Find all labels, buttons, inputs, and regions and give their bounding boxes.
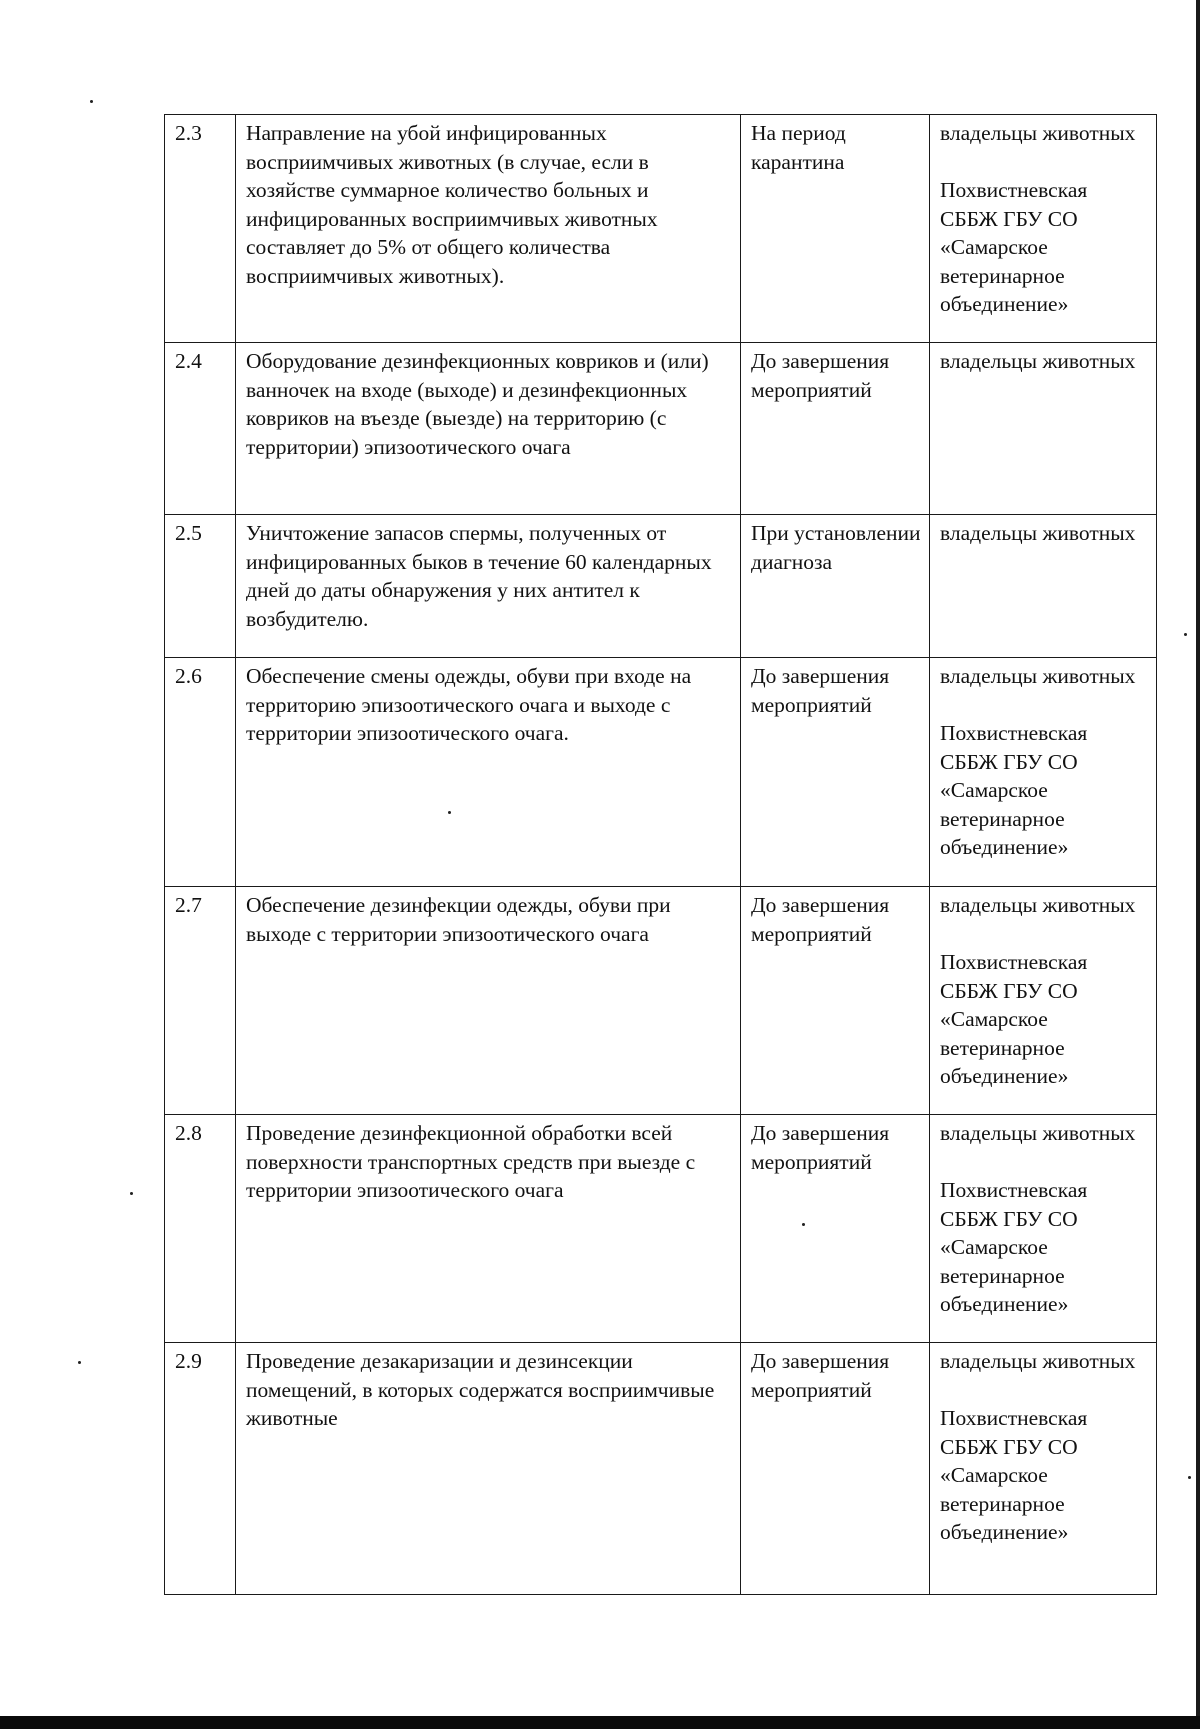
- deadline-text: До завершения мероприятий: [741, 343, 930, 515]
- deadline-text: При установлении диагноза: [741, 515, 930, 658]
- scan-speck: [1184, 633, 1187, 636]
- table-row: [165, 115, 1157, 343]
- item-number: 2.5: [165, 515, 236, 658]
- responsible-owner: владельцы животных: [940, 1349, 1136, 1373]
- responsible-owner: владельцы животных: [940, 1121, 1136, 1145]
- table-row: [165, 515, 1157, 658]
- item-number: 2.4: [165, 343, 236, 515]
- responsible-cell: [930, 887, 1157, 1115]
- item-number: 2.7: [165, 887, 236, 1115]
- scan-speck: [90, 100, 93, 103]
- responsible-cell: [930, 515, 1157, 658]
- action-text: Обеспечение дезинфекции одежды, обуви при выходе с территории эпизоотического очага: [236, 887, 741, 1115]
- responsible-org: Похвистневская СББЖ ГБУ СО «Самарское ветеринарное объединение»: [940, 178, 1088, 316]
- scan-speck: [802, 1223, 805, 1226]
- responsible-org: Похвистневская СББЖ ГБУ СО «Самарское ветеринарное объединение»: [940, 950, 1088, 1088]
- responsible-owner: владельцы животных: [940, 893, 1136, 917]
- item-number: 2.6: [165, 658, 236, 887]
- action-text: Оборудование дезинфекционных ковриков и (или) ванночек на входе (выходе) и дезинфекционных ковриков на въезде (выезде) на территорию (с территории) эпизоотического очага: [236, 343, 741, 515]
- action-text: Уничтожение запасов спермы, полученных от инфицированных быков в течение 60 календарных дней до даты обнаружения у них антител к возбудителю.: [236, 515, 741, 658]
- responsible-org: Похвистневская СББЖ ГБУ СО «Самарское ветеринарное объединение»: [940, 1406, 1088, 1544]
- scan-speck: [78, 1361, 81, 1364]
- action-text: Проведение дезинфекционной обработки всей поверхности транспортных средств при выезде с территории эпизоотического очага: [236, 1115, 741, 1343]
- deadline-text: До завершения мероприятий: [741, 658, 930, 887]
- responsible-cell: [930, 115, 1157, 343]
- table-row: [165, 658, 1157, 887]
- scan-bottom-bar: [0, 1716, 1200, 1729]
- responsible-cell: [930, 343, 1157, 515]
- responsible-org: Похвистневская СББЖ ГБУ СО «Самарское ветеринарное объединение»: [940, 1178, 1088, 1316]
- deadline-text: До завершения мероприятий: [741, 887, 930, 1115]
- scan-speck: [1188, 1476, 1191, 1479]
- measures-table: [164, 114, 1157, 1595]
- action-text: Направление на убой инфицированных восприимчивых животных (в случае, если в хозяйстве суммарное количество больных и инфицированных восприимчивых животных составляет до 5% от общего количества восприимчивых животных).: [236, 115, 741, 343]
- item-number: 2.3: [165, 115, 236, 343]
- table-row: [165, 343, 1157, 515]
- responsible-owner: владельцы животных: [940, 349, 1136, 373]
- table-row: [165, 1343, 1157, 1595]
- responsible-cell: [930, 1343, 1157, 1595]
- deadline-text: До завершения мероприятий: [741, 1343, 930, 1595]
- scan-speck: [130, 1192, 133, 1195]
- action-text: Обеспечение смены одежды, обуви при входе на территорию эпизоотического очага и выходе с территории эпизоотического очага.: [236, 658, 741, 887]
- table-row: [165, 1115, 1157, 1343]
- responsible-owner: владельцы животных: [940, 664, 1136, 688]
- responsible-owner: владельцы животных: [940, 521, 1136, 545]
- deadline-text: На период карантина: [741, 115, 930, 343]
- responsible-owner: владельцы животных: [940, 121, 1136, 145]
- table-row: [165, 887, 1157, 1115]
- responsible-cell: [930, 658, 1157, 887]
- responsible-org: Похвистневская СББЖ ГБУ СО «Самарское ветеринарное объединение»: [940, 721, 1088, 859]
- item-number: 2.8: [165, 1115, 236, 1343]
- responsible-cell: [930, 1115, 1157, 1343]
- scan-edge: [1196, 0, 1200, 1729]
- deadline-text: До завершения мероприятий: [741, 1115, 930, 1343]
- item-number: 2.9: [165, 1343, 236, 1595]
- scan-speck: [448, 811, 451, 814]
- action-text: Проведение дезакаризации и дезинсекции помещений, в которых содержатся восприимчивые животные: [236, 1343, 741, 1595]
